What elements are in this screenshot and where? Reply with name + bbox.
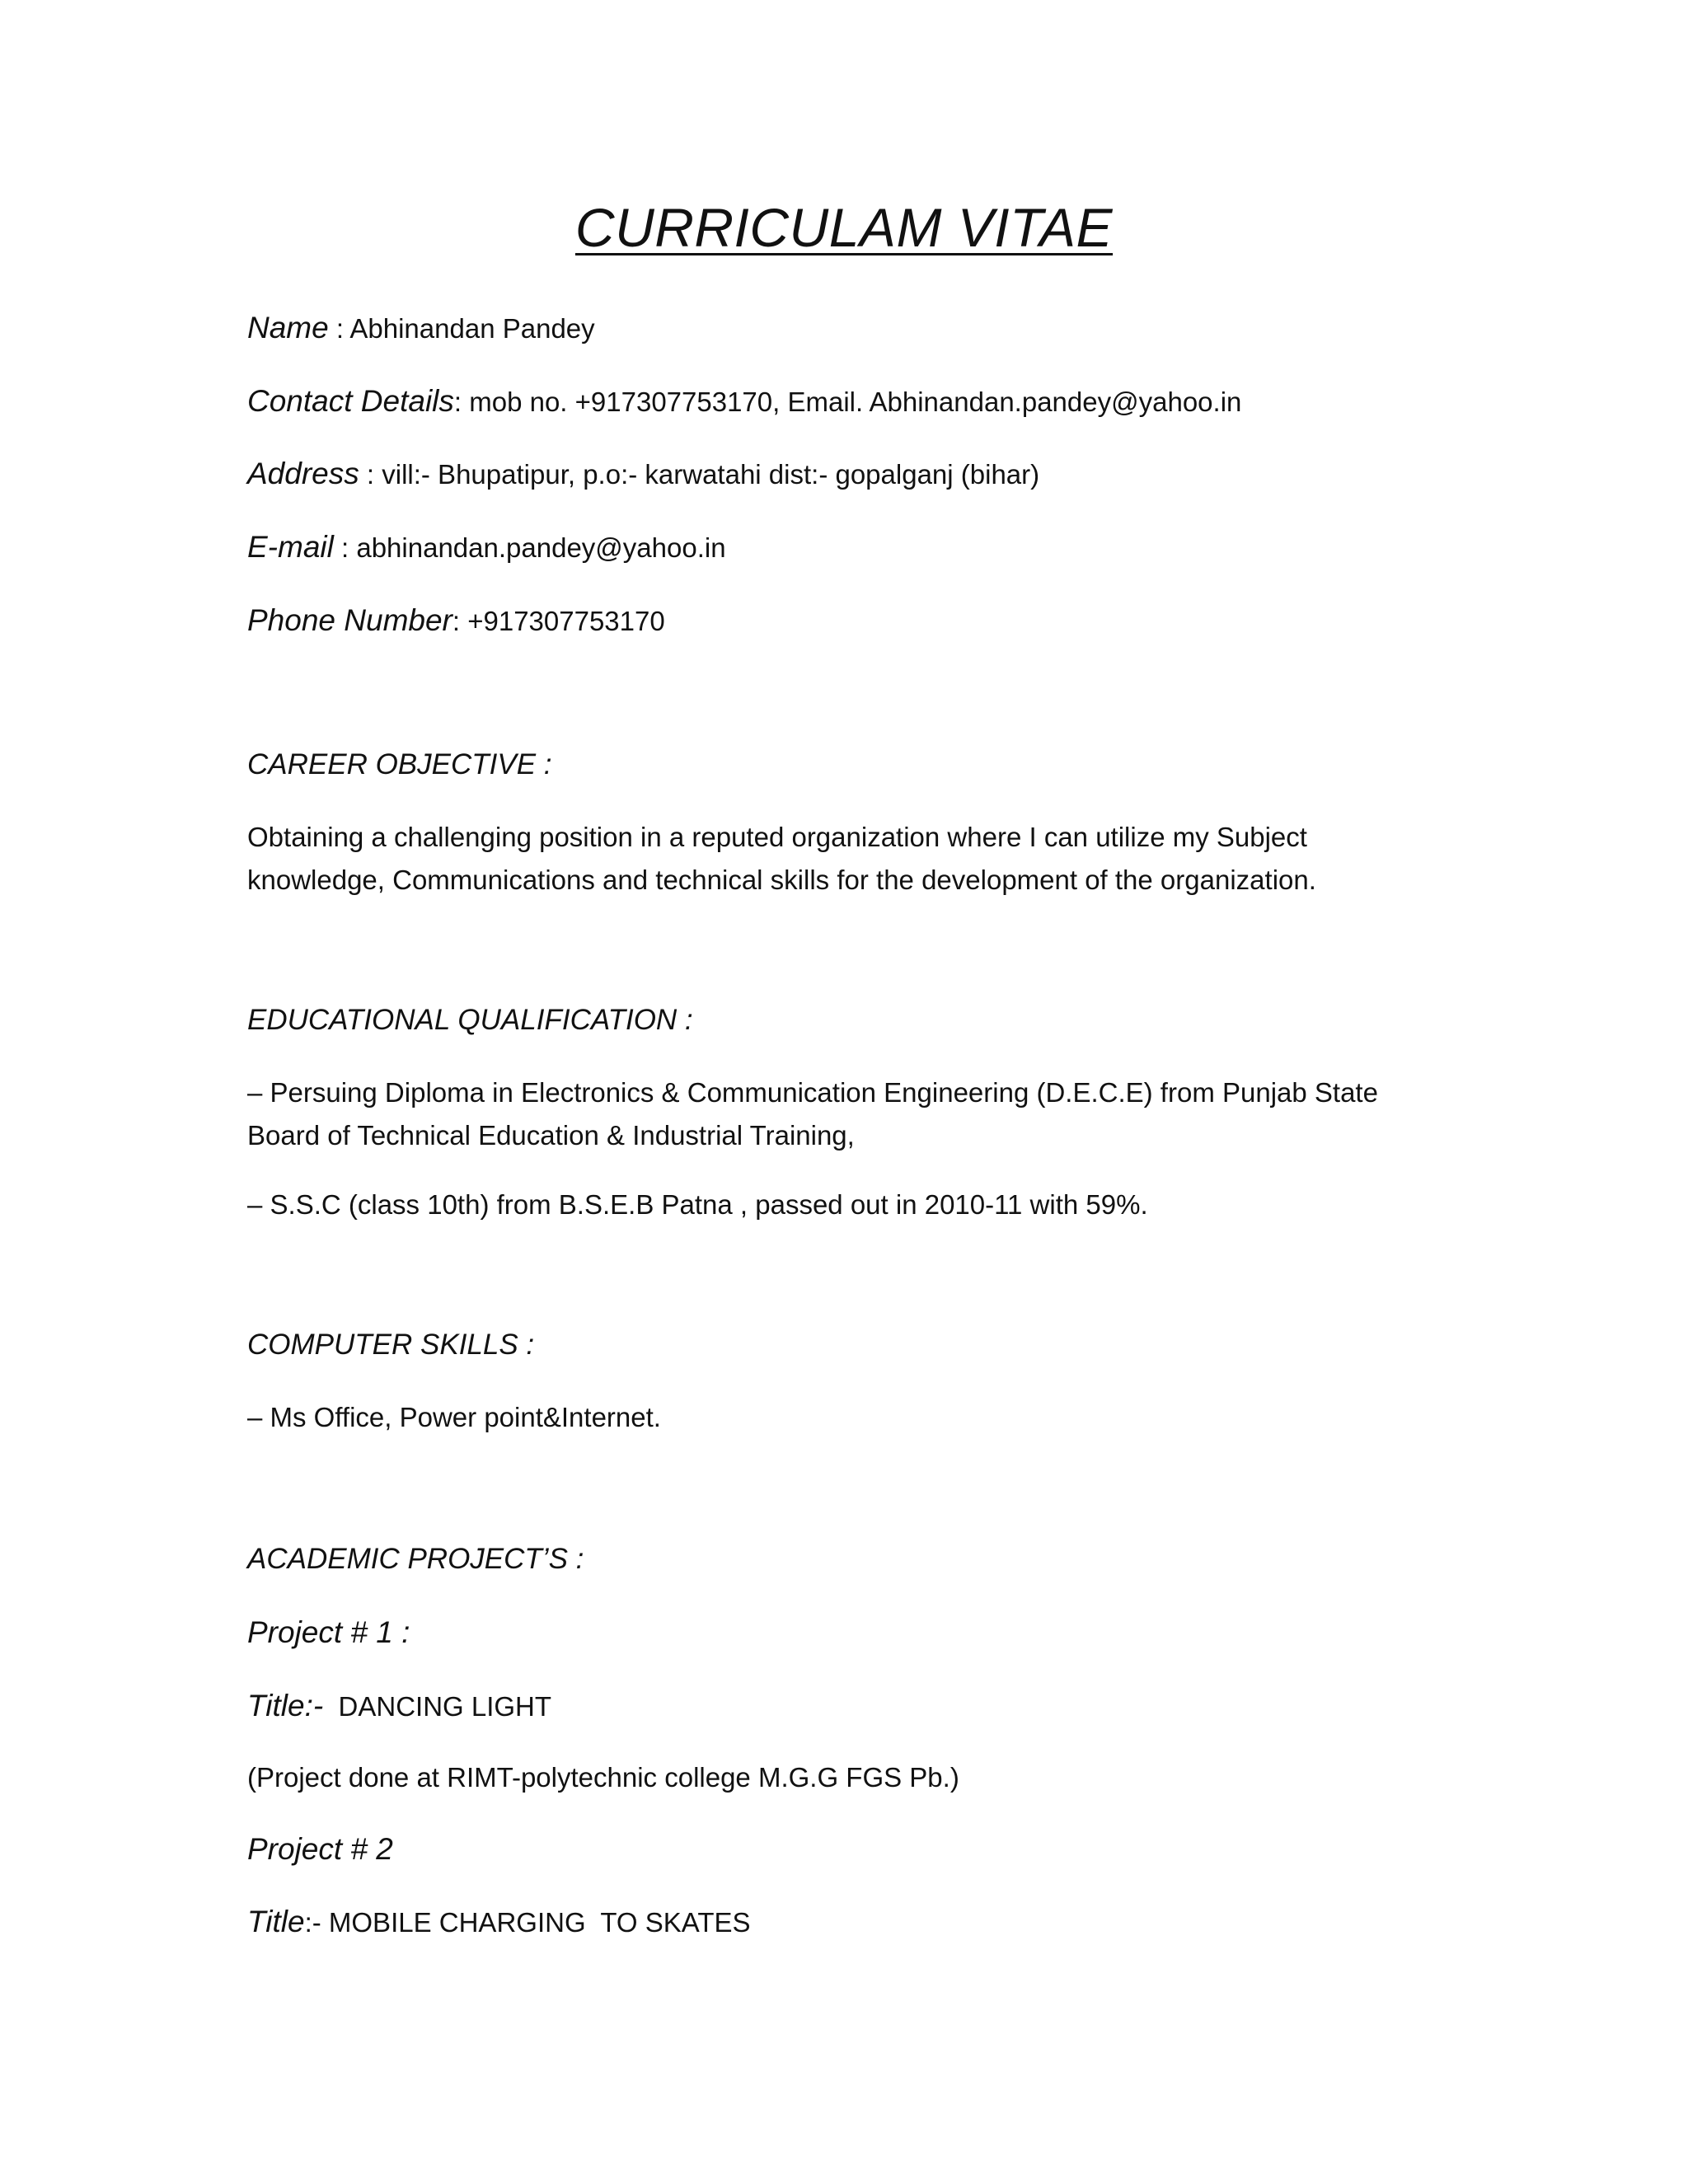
address-label: Address — [247, 457, 359, 490]
name-value: : Abhinandan Pandey — [328, 313, 595, 344]
education-item-diploma: – Persuing Diploma in Electronics & Communication Engineering (D.E.C.E) from Punjab State Board of Technical Education & Industrial Training, — [247, 1077, 1378, 1151]
education-heading: EDUCATIONAL QUALIFICATION : — [247, 1004, 693, 1036]
name-line — [247, 307, 1451, 350]
contact-label: Contact Details — [247, 384, 454, 418]
email-value: : abhinandan.pandey@yahoo.in — [333, 532, 726, 563]
address-line — [247, 452, 1451, 496]
project-2-label: Project # 2 — [247, 1832, 393, 1866]
project-1-title-label: Title:- — [247, 1689, 324, 1722]
project-1-title-value: DANCING LIGHT — [323, 1691, 552, 1722]
career-heading: CAREER OBJECTIVE : — [247, 748, 552, 780]
project-1-label: Project # 1 : — [247, 1615, 410, 1649]
skills-heading: COMPUTER SKILLS : — [247, 1329, 535, 1361]
projects-heading: ACADEMIC PROJECT’S : — [247, 1543, 584, 1575]
email-label: E-mail — [247, 530, 334, 564]
career-text: Obtaining a challenging position in a reputed organization where I can utilize my Subject knowledge, Communications and technical skills for the development of the organization. — [247, 822, 1316, 895]
contact-value: : mob no. +917307753170, Email. Abhinandan.pandey@yahoo.in — [453, 387, 1242, 417]
contact-line — [247, 380, 1451, 424]
education-item-ssc: – S.S.C (class 10th) from B.S.E.B Patna , passed out in 2010-11 with 59%. — [247, 1189, 1148, 1220]
address-value: : vill:- Bhupatipur, p.o:- karwatahi dist:- gopalganj (bihar) — [359, 459, 1040, 490]
name-label: Name — [247, 311, 329, 344]
project-2-title-value: :- MOBILE CHARGING TO SKATES — [304, 1907, 751, 1938]
phone-label: Phone Number — [247, 603, 452, 637]
project-1-title-line — [247, 1685, 1451, 1728]
phone-line — [247, 599, 1451, 643]
project-1-note: (Project done at RIMT-polytechnic college M.G.G FGS Pb.) — [247, 1762, 959, 1793]
project-2-title-line — [247, 1900, 1451, 1944]
document-title: CURRICULAM VITAE — [574, 197, 1114, 258]
skills-item: – Ms Office, Power point&Internet. — [247, 1402, 661, 1432]
project-2-title-label: Title — [247, 1905, 305, 1938]
email-line — [247, 526, 1451, 569]
phone-value: : +917307753170 — [452, 606, 665, 636]
